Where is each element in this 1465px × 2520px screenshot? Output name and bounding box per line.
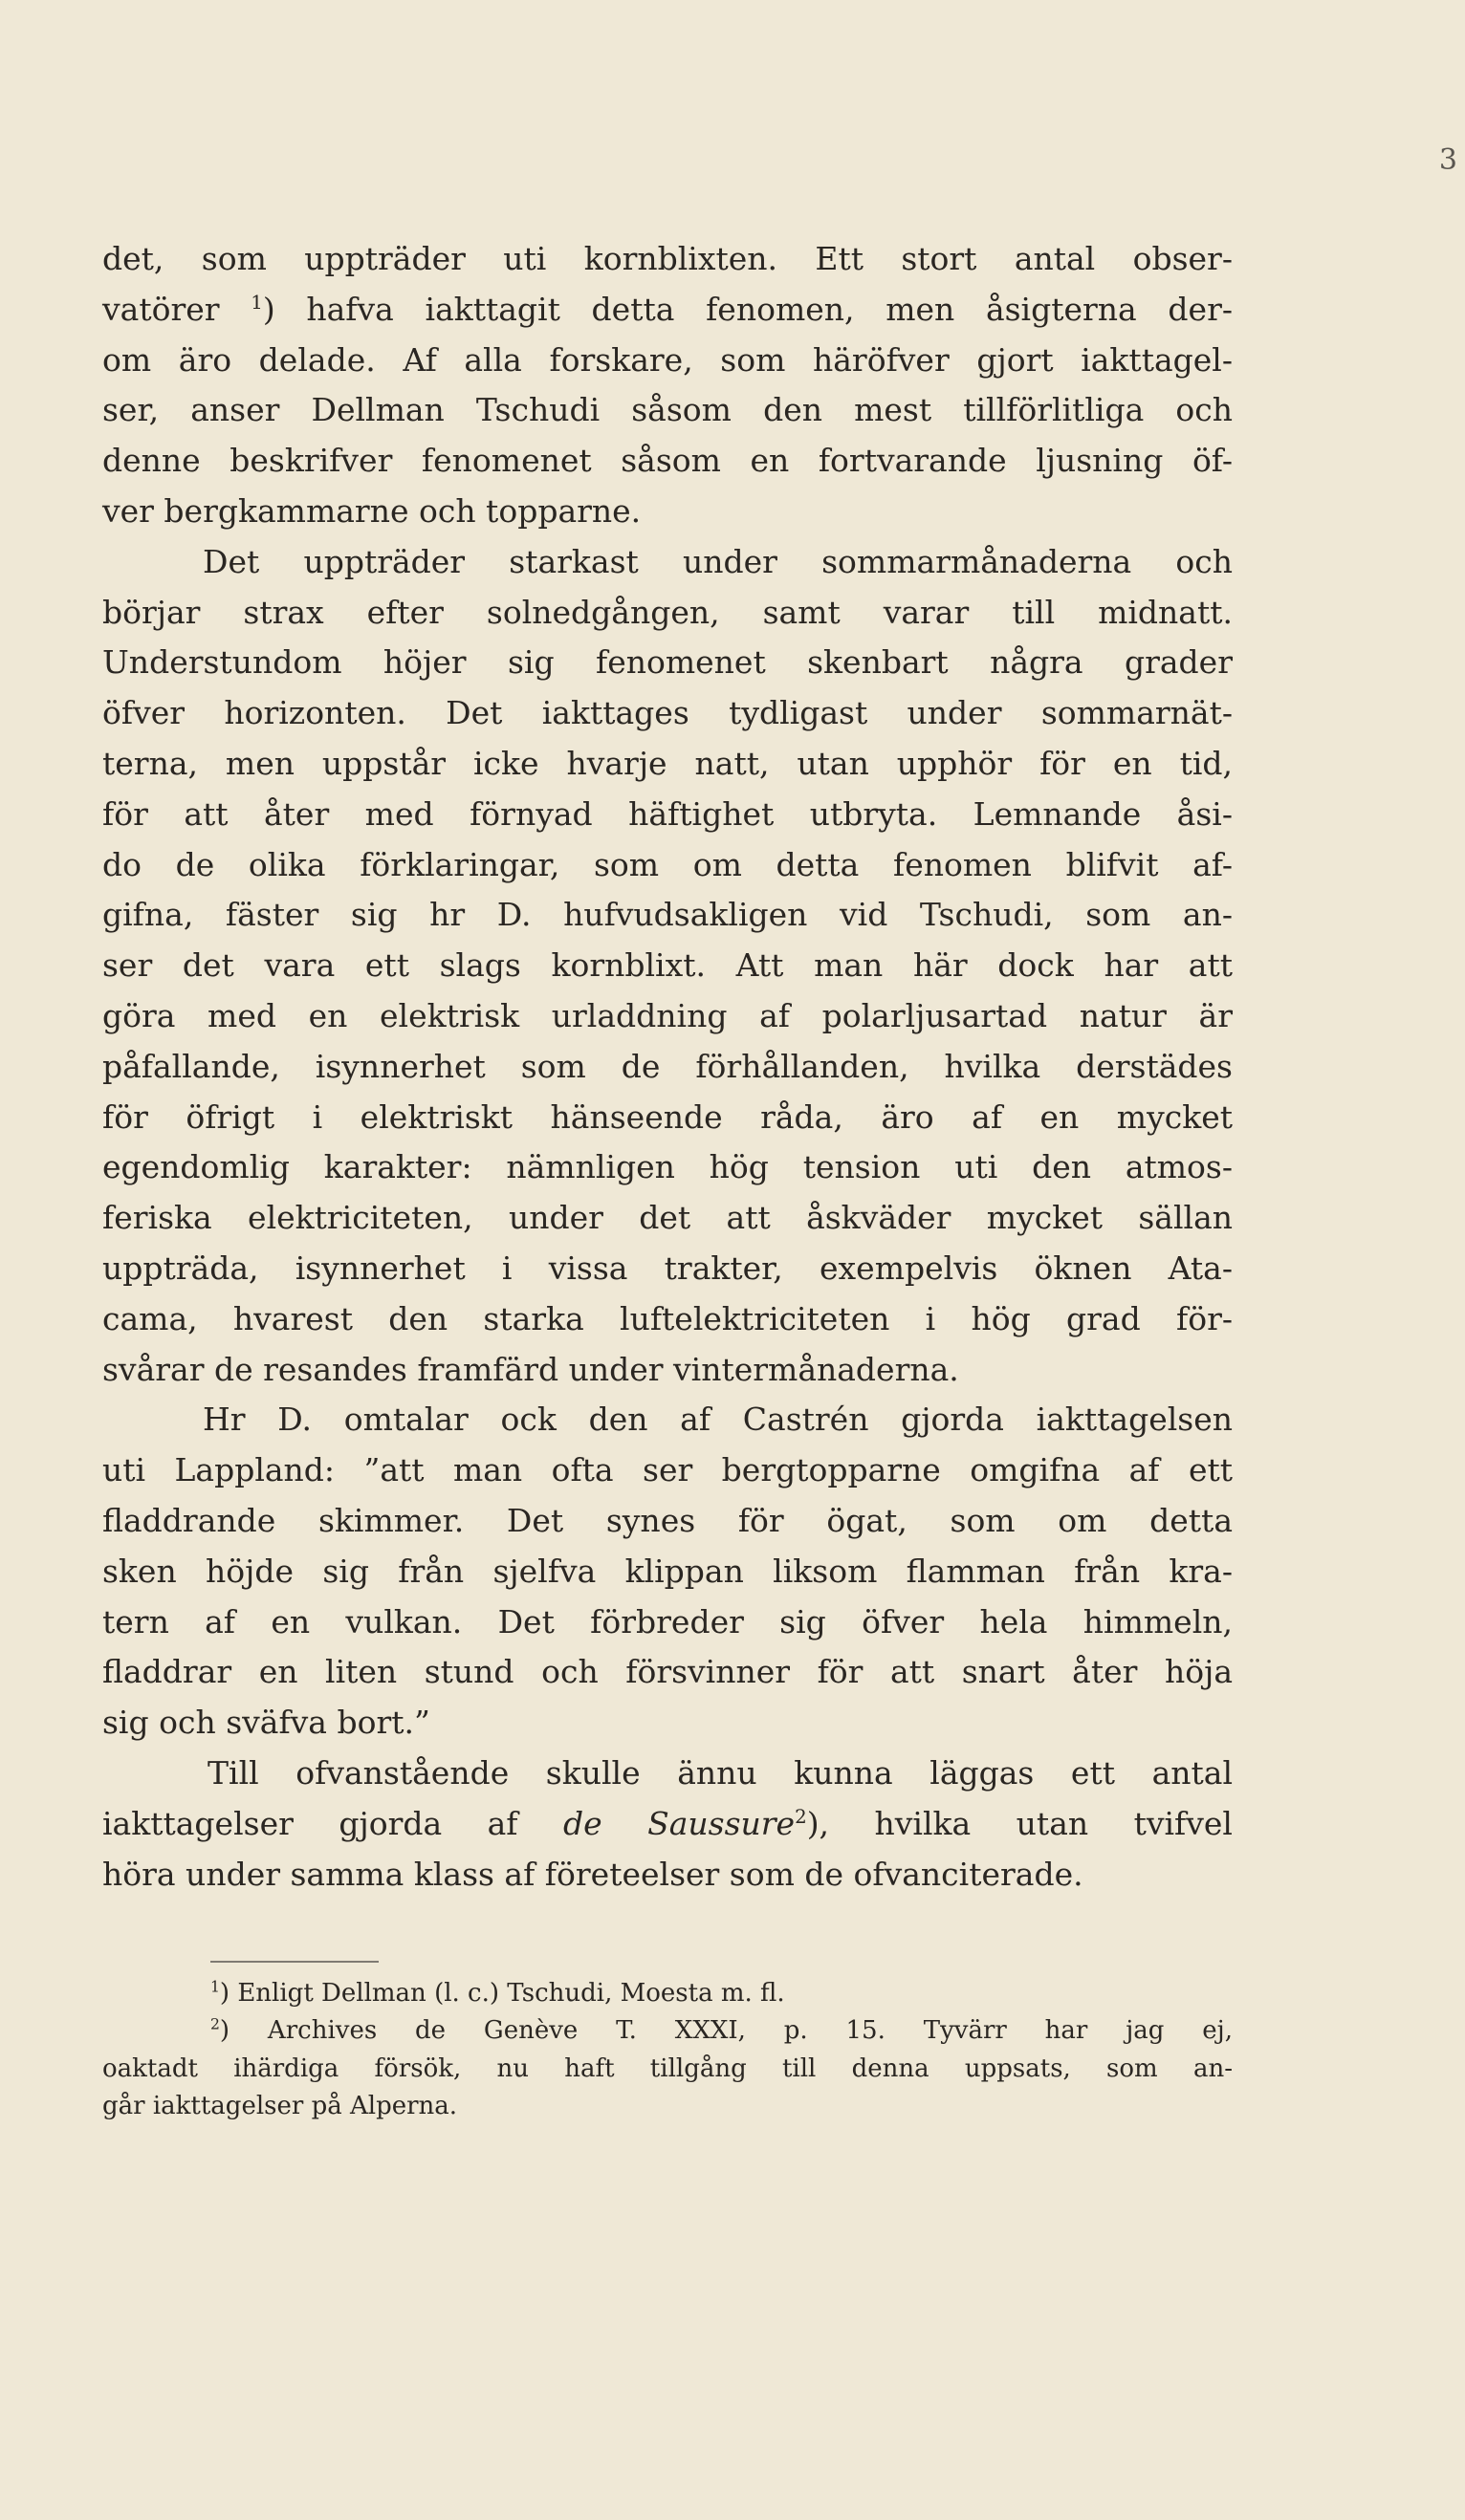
footnotes	[102, 1975, 1233, 2125]
text-line: uti Lappland: ”att man ofta ser bergtopparne omgifna af ett	[102, 1451, 1233, 1489]
text-line: svårar de resandes framfärd under vintermånaderna.	[102, 1350, 959, 1388]
text-line: ver bergkammarne och topparne.	[102, 491, 642, 530]
text-line: tern af en vulkan. Det förbreder sig öfver hela himmeln,	[102, 1602, 1233, 1640]
footnote-marker: 1	[251, 291, 263, 314]
text-line	[102, 285, 1233, 336]
text-line: gifna, fäster sig hr D. hufvudsakligen vid Tschudi, som an-	[102, 896, 1233, 934]
text-line: Det uppträder starkast under sommarmånaderna och	[203, 542, 1233, 580]
footnote-line: oaktadt ihärdiga försök, nu haft tillgång till denna uppsats, som an-	[102, 2053, 1233, 2083]
text-line: fladdrande skimmer. Det synes för ögat, som om detta	[102, 1501, 1233, 1539]
text-line: denne beskrifver fenomenet såsom en fortvarande ljusning öf-	[102, 442, 1233, 480]
text-line: Hr D. omtalar ock den af Castrén gjorda iakttagelsen	[203, 1401, 1233, 1439]
text-line: öfver horizonten. Det iakttages tydligast under sommarnät-	[102, 694, 1233, 732]
text-line: ser, anser Dellman Tschudi såsom den mest tillförlitliga och	[102, 391, 1233, 429]
text-line: cama, hvarest den starka luftelektriciteten i hög grad för-	[102, 1299, 1233, 1337]
footnote-line	[102, 2012, 1233, 2050]
text-line: det, som uppträder uti kornblixten. Ett stort antal obser-	[102, 240, 1233, 277]
page-number: 3	[1438, 143, 1457, 177]
text-line: för öfrigt i elektriskt hänseende råda, äro af en mycket	[102, 1097, 1233, 1136]
text-line: sken höjde sig från sjelfva klippan liksom flamman från kra-	[102, 1552, 1233, 1590]
text-span: ), hvilka utan tvifvel	[806, 1804, 1233, 1842]
text-line: göra med en elektrisk urladdning af polarljusartad natur är	[102, 996, 1233, 1034]
text-line: feriska elektriciteten, under det att åskväder mycket sällan	[102, 1199, 1233, 1237]
footnote-line: går iakttagelser på Alperna.	[102, 2091, 458, 2120]
text-line: egendomlig karakter: nämnligen hög tension uti den atmos-	[102, 1148, 1233, 1186]
text-line: höra under samma klass af företeelser som de ofvanciterade.	[102, 1855, 1083, 1893]
text-line: do de olika förklaringar, som om detta fenomen blifvit af-	[102, 845, 1233, 883]
author-name: de Saussure	[563, 1804, 796, 1842]
text-line: Till ofvanstående skulle ännu kunna läggas ett antal	[208, 1753, 1233, 1792]
text-line: för att åter med förnyad häftighet utbryta. Lemnande åsi-	[102, 794, 1233, 833]
footnote-number: 2	[210, 2015, 220, 2033]
text-span: vatörer	[102, 290, 220, 328]
text-line: börjar strax efter solnedgången, samt varar till midnatt.	[102, 593, 1233, 631]
footnote-divider	[210, 1961, 379, 1963]
text-line: ser det vara ett slags kornblixt. Att man här dock har att	[102, 946, 1233, 985]
footnote-text: ) Enligt Dellman (l. c.) Tschudi, Moesta m. fl.	[219, 1979, 785, 2008]
text-line	[102, 1799, 1233, 1850]
text-line: om äro delade. Af alla forskare, som häröfver gjort iakttagel-	[102, 340, 1233, 379]
text-line: terna, men uppstår icke hvarje natt, utan upphör för en tid,	[102, 744, 1233, 782]
text-line: uppträda, isynnerhet i vissa trakter, exempelvis öknen Ata-	[102, 1249, 1233, 1287]
text-line: påfallande, isynnerhet som de förhållanden, hvilka derstädes	[102, 1047, 1233, 1085]
footnote-number: 1	[210, 1978, 220, 1996]
text-span: iakttagelser gjorda af	[102, 1804, 518, 1842]
footnote-text: ) Archives de Genève T. XXXI, p. 15. Tyvärr har jag ej,	[219, 2016, 1233, 2046]
text-line: sig och sväfva bort.”	[102, 1704, 430, 1742]
text-line: Understundom höjer sig fenomenet skenbart några grader	[102, 643, 1233, 682]
main-text	[102, 234, 1233, 1900]
text-line: fladdrar en liten stund och försvinner för att snart åter höja	[102, 1653, 1233, 1691]
footnote-line	[102, 1975, 1233, 2012]
footnote-marker: 2	[795, 1805, 807, 1828]
text-span: ) hafva iakttagit detta fenomen, men åsigterna der-	[262, 290, 1233, 328]
